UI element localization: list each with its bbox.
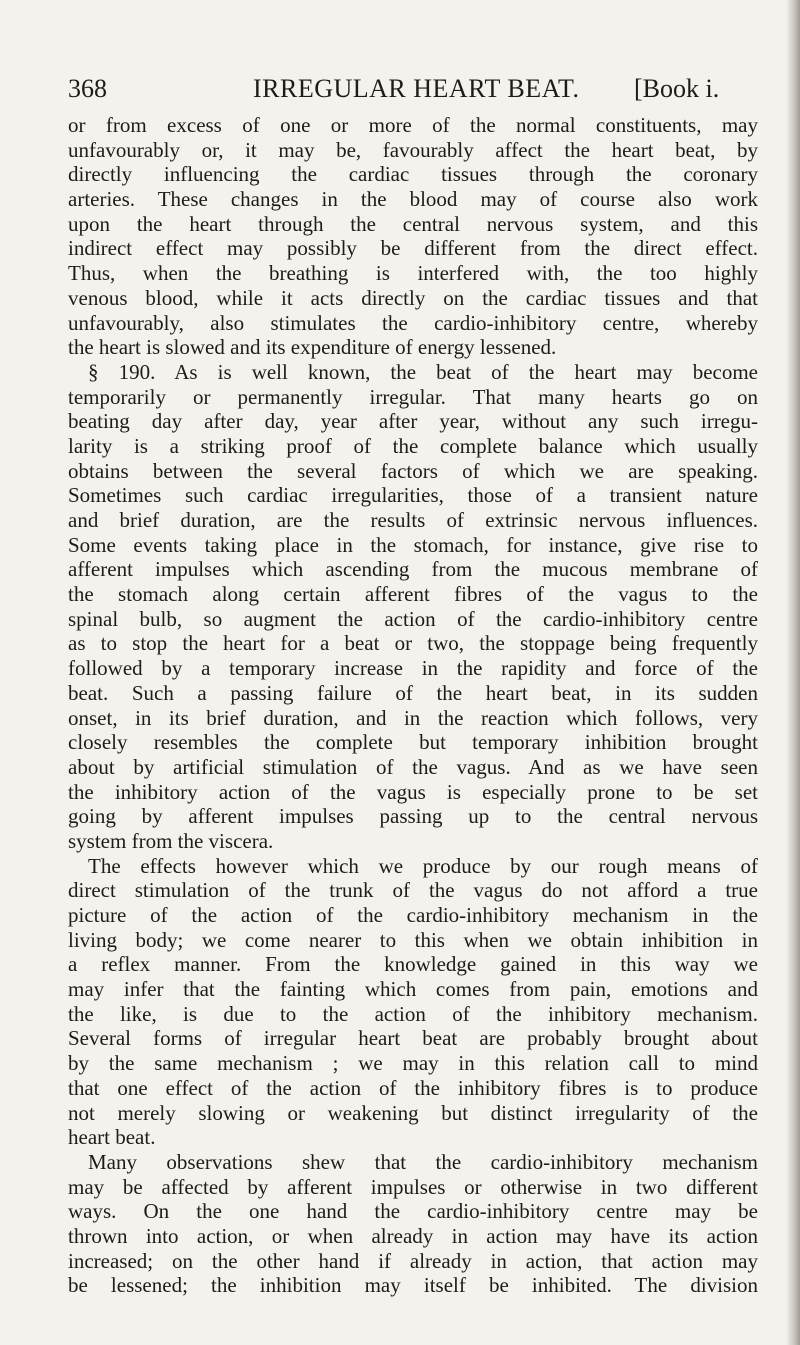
text-line: going by afferent impulses passing up to the central nervous [68, 804, 758, 829]
text-line: indirect effect may possibly be different from the direct effect. [68, 236, 758, 261]
page-edge-shadow [786, 0, 800, 1345]
text-line: unfavourably or, it may be, favourably affect the heart beat, by [68, 137, 758, 162]
text-line: beat. Such a passing failure of the heart beat, in its sudden [68, 680, 758, 705]
body-text [68, 113, 758, 1298]
text-line: followed by a temporary increase in the rapidity and force of the [68, 656, 758, 681]
text-line: by the same mechanism ; we may in this relation call to mind [68, 1051, 758, 1076]
text-line: the heart is slowed and its expenditure of energy lessened. [68, 335, 557, 360]
text-line: ways. On the one hand the cardio-inhibitory centre may be [68, 1199, 758, 1224]
page-number: 368 [68, 74, 107, 103]
text-line: Sometimes such cardiac irregularities, those of a transient nature [68, 483, 758, 508]
text-line: afferent impulses which ascending from the mucous membrane of [68, 557, 758, 582]
text-line: onset, in its brief duration, and in the reaction which follows, very [68, 705, 758, 730]
text-line: direct stimulation of the trunk of the vagus do not afford a true [68, 878, 758, 903]
text-line: the inhibitory action of the vagus is especially prone to be set [68, 779, 758, 804]
text-line: the like, is due to the action of the inhibitory mechanism. [68, 1001, 758, 1026]
text-line: may be affected by afferent impulses or otherwise in two different [68, 1174, 758, 1199]
text-line: Some events taking place in the stomach, for instance, give rise to [68, 532, 758, 557]
book-label: [Book i. [634, 74, 720, 103]
text-line: increased; on the other hand if already in action, that action may [68, 1248, 758, 1273]
text-line: Many observations shew that the cardio-inhibitory mechanism [88, 1149, 758, 1174]
text-line: arteries. These changes in the blood may of course also work [68, 187, 758, 212]
text-line: the stomach along certain afferent fibres of the vagus to the [68, 582, 758, 607]
text-line: be lessened; the inhibition may itself be inhibited. The division [68, 1273, 758, 1298]
page-header [68, 72, 768, 106]
text-line: directly influencing the cardiac tissues through the coronary [68, 162, 758, 187]
text-line: may infer that the fainting which comes from pain, emotions and [68, 977, 758, 1002]
text-line: a reflex manner. From the knowledge gained in this way we [68, 952, 758, 977]
text-line: not merely slowing or weakening but distinct irregularity of the [68, 1100, 758, 1125]
text-line: venous blood, while it acts directly on the cardiac tissues and that [68, 285, 758, 310]
text-line: closely resembles the complete but temporary inhibition brought [68, 730, 758, 755]
text-line: Several forms of irregular heart beat are probably brought about [68, 1026, 758, 1051]
text-line: upon the heart through the central nervous system, and this [68, 211, 758, 236]
text-line: living body; we come nearer to this when we obtain inhibition in [68, 927, 758, 952]
text-line: thrown into action, or when already in action may have its action [68, 1223, 758, 1248]
text-line: system from the viscera. [68, 828, 274, 853]
text-line: The effects however which we produce by our rough means of [88, 853, 758, 878]
text-line: about by artificial stimulation of the vagus. And as we have seen [68, 754, 758, 779]
text-line: Thus, when the breathing is interfered with, the too highly [68, 261, 758, 286]
running-title: IRREGULAR HEART BEAT. [253, 74, 580, 103]
text-line: as to stop the heart for a beat or two, the stoppage being frequently [68, 631, 758, 656]
text-line: or from excess of one or more of the normal constituents, may [68, 113, 758, 137]
text-line: larity is a striking proof of the complete balance which usually [68, 433, 758, 458]
text-line: unfavourably, also stimulates the cardio-inhibitory centre, whereby [68, 310, 758, 335]
text-line: obtains between the several factors of which we are speaking. [68, 458, 758, 483]
text-line: temporarily or permanently irregular. That many hearts go on [68, 384, 758, 409]
text-line: heart beat. [68, 1125, 156, 1150]
text-line: and brief duration, are the results of extrinsic nervous influences. [68, 508, 758, 532]
text-line: picture of the action of the cardio-inhibitory mechanism in the [68, 903, 758, 927]
text-line: spinal bulb, so augment the action of the cardio-inhibitory centre [68, 606, 758, 631]
text-line: that one effect of the action of the inhibitory fibres is to produce [68, 1075, 758, 1100]
text-line: beating day after day, year after year, without any such irregu- [68, 409, 758, 434]
text-line: § 190. As is well known, the beat of the heart may become [88, 359, 758, 384]
